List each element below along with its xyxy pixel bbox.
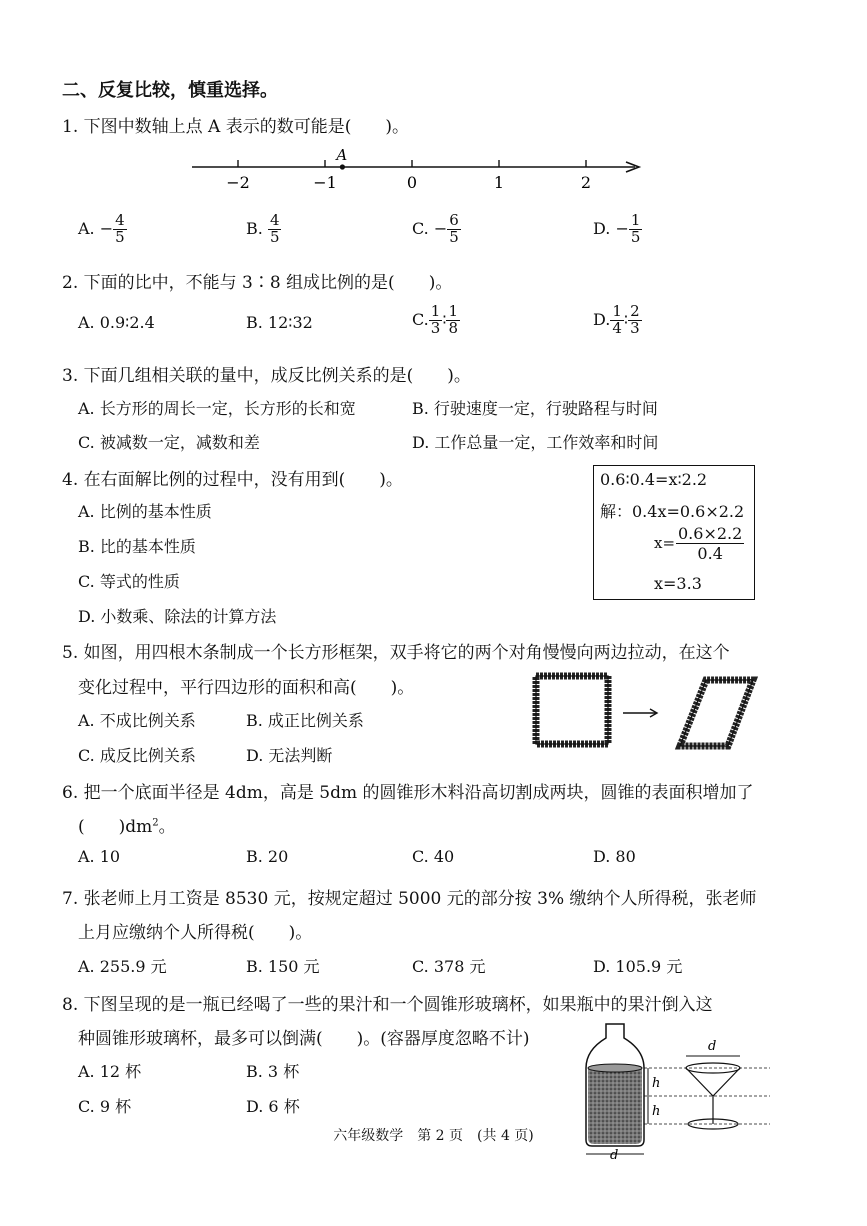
q8-option-d[interactable]: D. 6 杯 bbox=[246, 1097, 300, 1116]
number-line-tick-label: −2 bbox=[226, 173, 250, 192]
cone-body bbox=[686, 1068, 740, 1096]
q7-option-d[interactable]: D. 105.9 元 bbox=[593, 957, 683, 976]
number-line-tick-label: −1 bbox=[313, 173, 337, 192]
q2-option-c[interactable]: C. $\frac{1}{3}$ ∶ $\frac{1}{8}$ bbox=[412, 302, 459, 337]
q8-option-b[interactable]: B. 3 杯 bbox=[246, 1062, 300, 1081]
question-3-stem: 3. 下面几组相关联的量中，成反比例关系的是( )。 bbox=[62, 366, 471, 386]
q2-option-a[interactable]: A. 0.9∶2.4 bbox=[78, 313, 155, 332]
point-a-label: A bbox=[336, 146, 348, 164]
question-6-stem-line2: ( )$dm^2$。 bbox=[78, 817, 176, 837]
number-line-tick-label: 0 bbox=[406, 173, 418, 192]
q4-option-b[interactable]: B. 比的基本性质 bbox=[78, 537, 196, 556]
rectangle-frame bbox=[536, 676, 608, 744]
question-5-stem-line2: 变化过程中，平行四边形的面积和高( )。 bbox=[78, 678, 415, 698]
number-line-tick-label: 1 bbox=[493, 173, 505, 192]
question-7-stem-line1: 7. 张老师上月工资是 8530 元，按规定超过 5000 元的部分按 3% 缴纳个人所得税，张老师 bbox=[62, 889, 757, 909]
solution-line-1: 0.6∶0.4=x∶2.2 bbox=[600, 470, 708, 489]
question-2-stem: 2. 下面的比中，不能与 3∶8 组成比例的是( )。 bbox=[62, 273, 453, 293]
q1-option-a[interactable]: A. − $\frac{4}{5}$ bbox=[78, 211, 125, 246]
q5-option-a[interactable]: A. 不成比例关系 bbox=[78, 711, 196, 730]
juice-surface bbox=[588, 1064, 642, 1072]
label-h-1: h bbox=[652, 1076, 661, 1091]
question-7-stem-line2: 上月应缴纳个人所得税( )。 bbox=[78, 923, 313, 943]
q5-option-c[interactable]: C. 成反比例关系 bbox=[78, 746, 196, 765]
q3-option-d[interactable]: D. 工作总量一定，工作效率和时间 bbox=[412, 433, 659, 452]
q5-option-d[interactable]: D. 无法判断 bbox=[246, 746, 333, 765]
solution-box bbox=[593, 465, 755, 600]
label-d-bottom: d bbox=[610, 1148, 619, 1160]
q2-option-b[interactable]: B. 12∶32 bbox=[246, 313, 313, 332]
frame-figure bbox=[528, 668, 763, 753]
point-a bbox=[340, 164, 345, 169]
q6-option-b[interactable]: B. 20 bbox=[246, 847, 289, 866]
q1-option-b[interactable]: B. $\frac{4}{5}$ bbox=[246, 211, 280, 246]
section-title: 二、反复比较，慎重选择。 bbox=[62, 80, 278, 101]
q6-option-a[interactable]: A. 10 bbox=[78, 847, 121, 866]
q1-option-c[interactable]: C. − $\frac{6}{5}$ bbox=[412, 211, 459, 246]
q3-option-b[interactable]: B. 行驶速度一定，行驶路程与时间 bbox=[412, 399, 658, 418]
number-line bbox=[180, 140, 650, 200]
q4-option-a[interactable]: A. 比例的基本性质 bbox=[78, 502, 212, 521]
q8-option-a[interactable]: A. 12 杯 bbox=[78, 1062, 142, 1081]
solution-line-4: x=3.3 bbox=[654, 574, 702, 593]
label-d-top: d bbox=[708, 1039, 717, 1054]
label-h-2: h bbox=[652, 1104, 661, 1119]
rectangle-frame-inner bbox=[536, 676, 608, 744]
q3-option-a[interactable]: A. 长方形的周长一定，长方形的长和宽 bbox=[78, 399, 356, 418]
page-footer: 六年级数学 第 2 页 (共 4 页) bbox=[333, 1128, 534, 1144]
q4-option-c[interactable]: C. 等式的性质 bbox=[78, 572, 180, 591]
solution-line-2: 解：0.4x=0.6×2.2 bbox=[600, 502, 745, 521]
q7-option-b[interactable]: B. 150 元 bbox=[246, 957, 320, 976]
q6-option-d[interactable]: D. 80 bbox=[593, 847, 636, 866]
question-1-stem: 1. 下图中数轴上点 A 表示的数可能是( )。 bbox=[62, 117, 409, 137]
q3-option-c[interactable]: C. 被减数一定，减数和差 bbox=[78, 433, 260, 452]
question-5-stem-line1: 5. 如图，用四根木条制成一个长方形框架，双手将它的两个对角慢慢向两边拉动，在这个 bbox=[62, 643, 730, 663]
solution-frac-left: x= bbox=[654, 534, 676, 552]
question-4-stem: 4. 在右面解比例的过程中，没有用到( )。 bbox=[62, 470, 403, 490]
parallelogram-frame bbox=[680, 680, 753, 746]
question-8-stem-line1: 8. 下图呈现的是一瓶已经喝了一些的果汁和一个圆锥形玻璃杯，如果瓶中的果汁倒入这 bbox=[62, 995, 713, 1015]
q2-option-d[interactable]: D. $\frac{1}{4}$ ∶ $\frac{2}{3}$ bbox=[593, 302, 640, 337]
solution-fraction: 0.6×2.2 0.4 bbox=[678, 524, 743, 563]
q4-option-d[interactable]: D. 小数乘、除法的计算方法 bbox=[78, 607, 277, 626]
question-8-stem-line2: 种圆锥形玻璃杯，最多可以倒满( )。(容器厚度忽略不计) bbox=[78, 1029, 530, 1049]
question-6-stem-line1: 6. 把一个底面半径是 4dm，高是 5dm 的圆锥形木料沿高切割成两块，圆锥的表面积增加了 bbox=[62, 783, 754, 803]
q8-option-c[interactable]: C. 9 杯 bbox=[78, 1097, 132, 1116]
number-line-tick-label: 2 bbox=[580, 173, 592, 192]
q6-option-c[interactable]: C. 40 bbox=[412, 847, 455, 866]
q7-option-a[interactable]: A. 255.9 元 bbox=[78, 957, 167, 976]
q5-option-b[interactable]: B. 成正比例关系 bbox=[246, 711, 364, 730]
q7-option-c[interactable]: C. 378 元 bbox=[412, 957, 486, 976]
q1-option-d[interactable]: D. − $\frac{1}{5}$ bbox=[593, 211, 641, 246]
